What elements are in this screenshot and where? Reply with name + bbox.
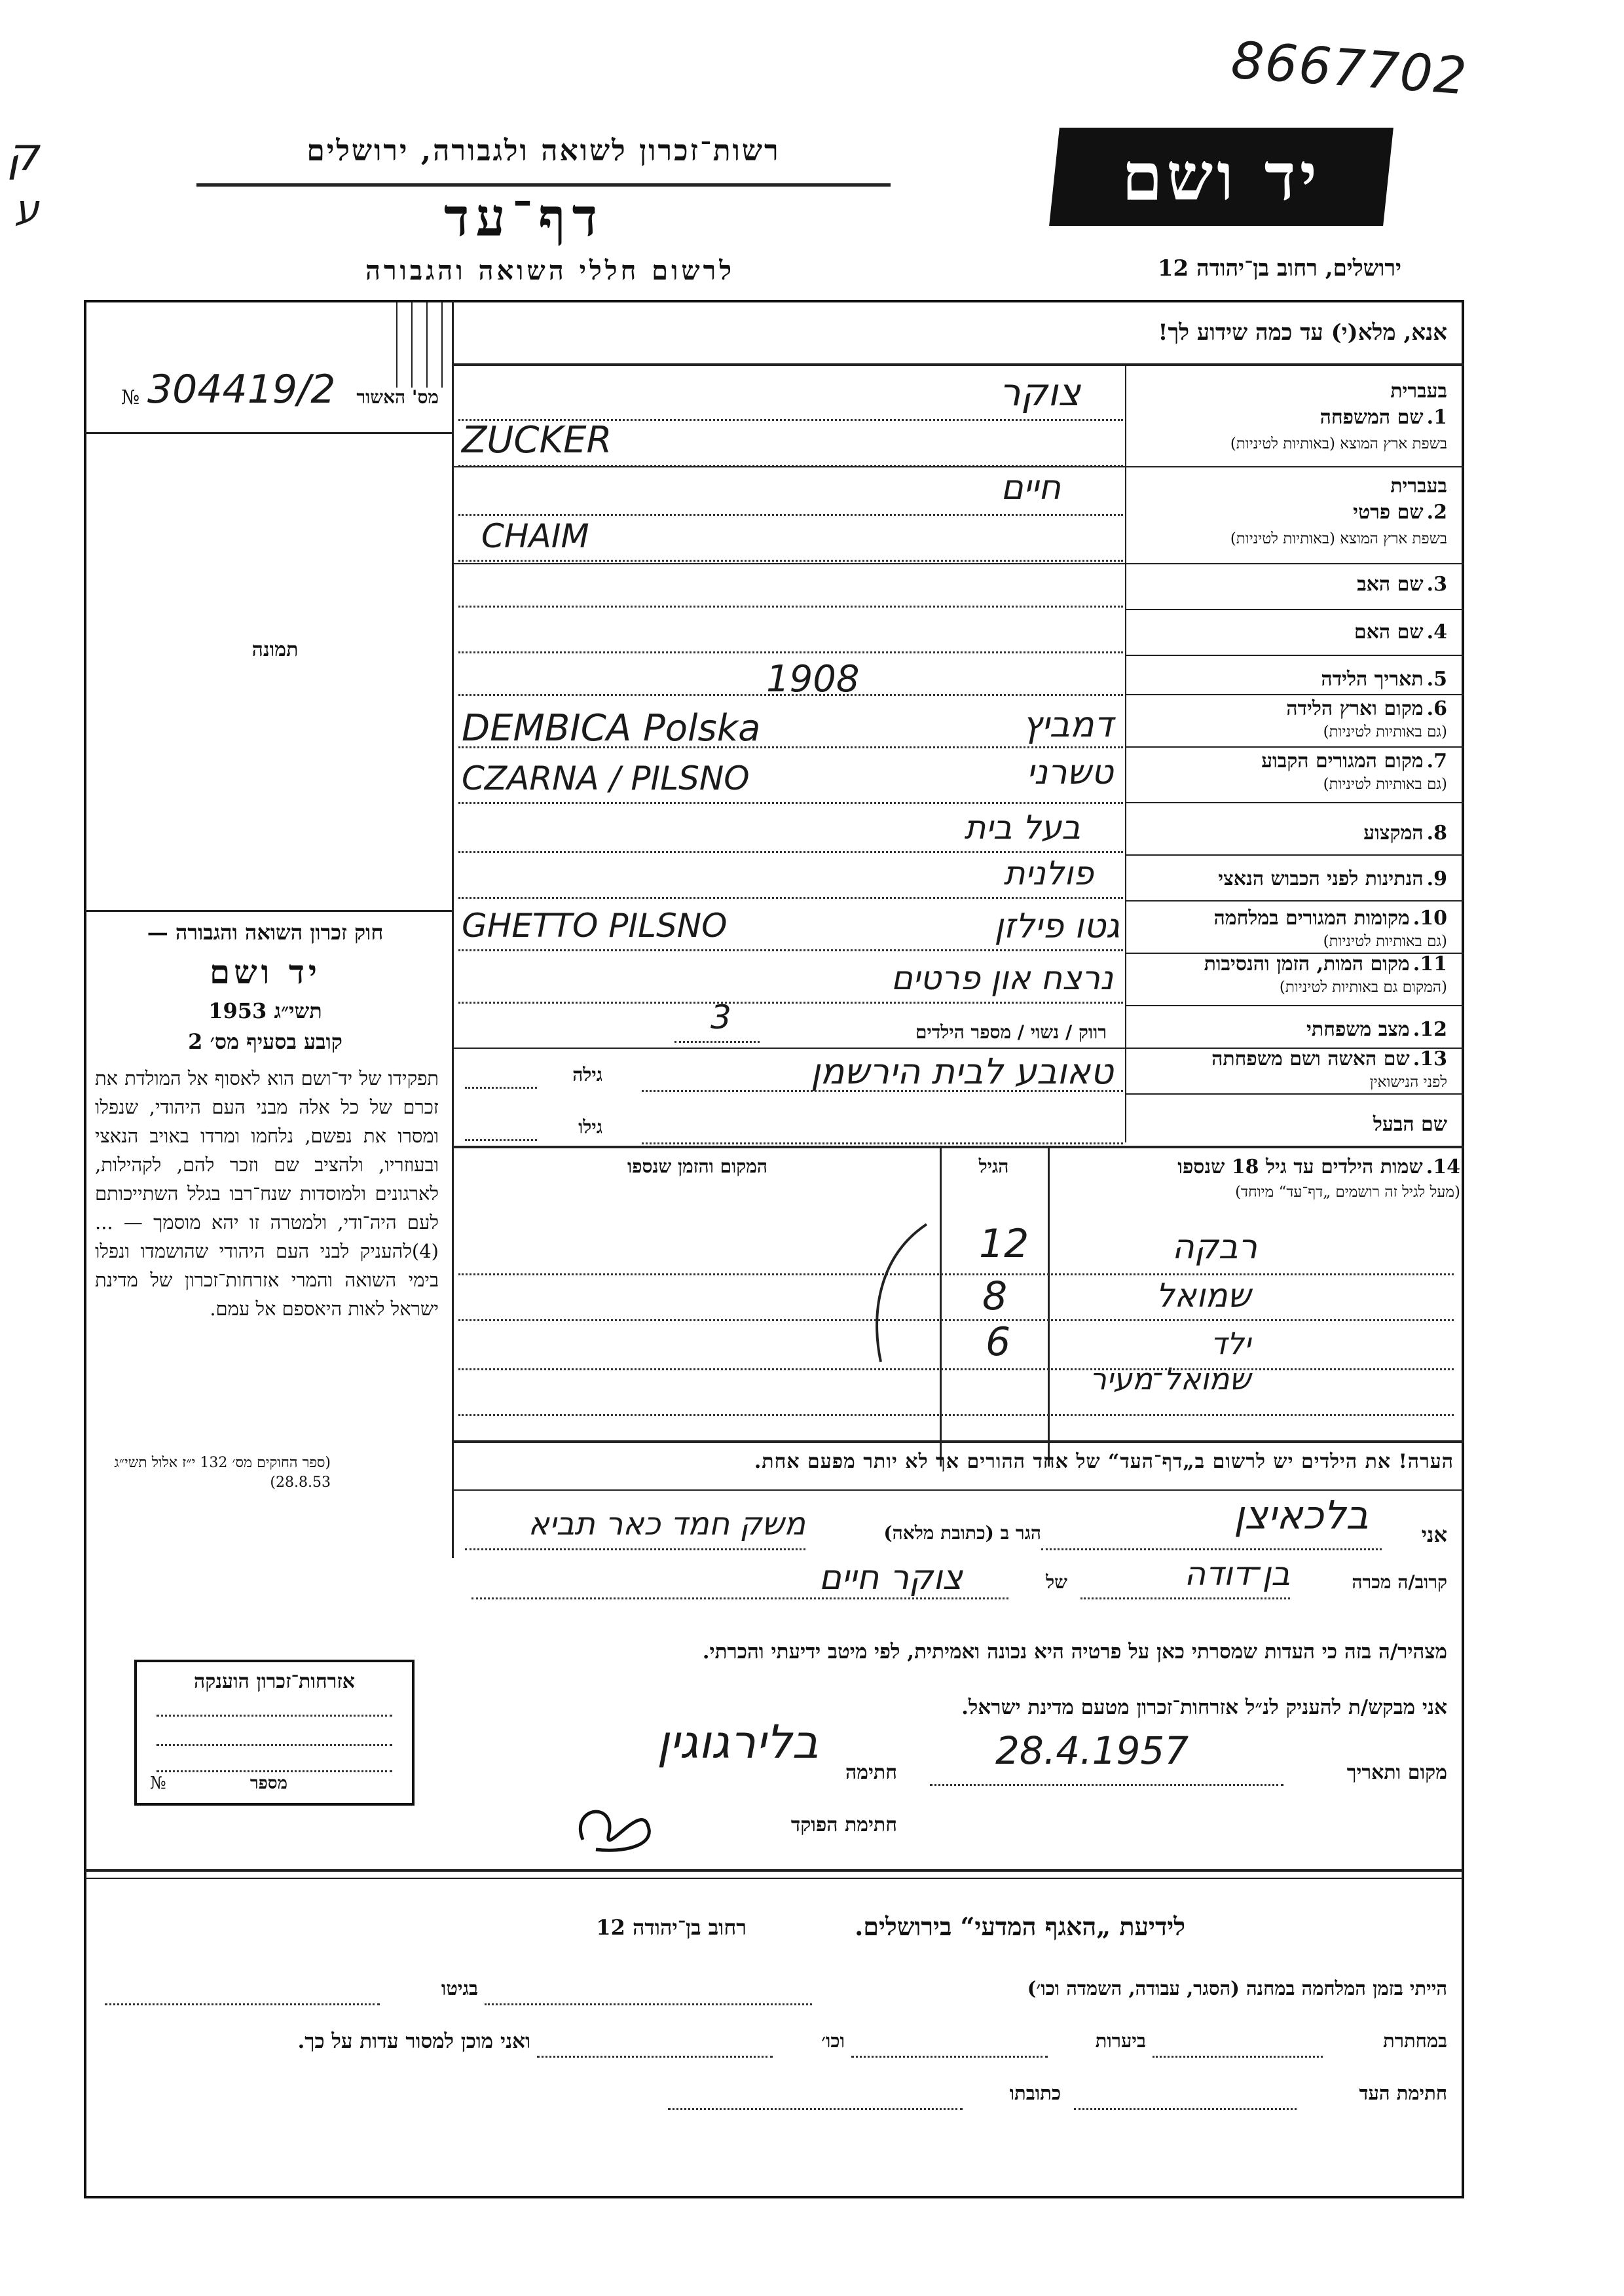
citizenship-number-label: מספר: [249, 1774, 287, 1793]
value-wartime-residence-hebrew[interactable]: גטו פילזן: [994, 907, 1120, 946]
signature-label: חתימה: [845, 1761, 897, 1784]
value-death-place[interactable]: נרצח און פרטים: [891, 959, 1113, 997]
law-body: תפקידו של יד־ושם הוא לאסוף אל המולדת את זכרם של כל אלה מבני העם היהודי, שנפלו ומסרו את נפשם, נלחמו ומרדו באויב הנאצי ובעוזריו, ולהציב שם וזכר להם, לקהילות, לארגונים ולמוסדות שנח־רבו בגלל השתייכותם לעם היה־ודי, ולמטרה זו יהא מוסמך — ...(4)להעניק לבני העם היהודי שהושמדו ונפלו בימי השואה והמרי אזרחות־זכרון של מדינת ישראל לאות היאספם אל עמם.: [95, 1067, 439, 1320]
row-label-birth-place: מקום וארץ הלידה: [1286, 697, 1424, 720]
row-label-mother-name: שם האם: [1354, 621, 1424, 644]
official-signature-label: חתימת הפוקד: [790, 1813, 897, 1836]
row-label-residence: מקום המגורים הקבוע: [1261, 750, 1424, 773]
citizenship-request: אני מבקש/ת להעניק לנ״ל אזרחות־זכרון מטעם מדינת ישראל.: [961, 1696, 1447, 1719]
footer-camp-label: הייתי בזמן המלחמה במחנה (הסגר, עבודה, השמדה וכו׳): [1027, 1977, 1447, 1999]
row-number: 10.: [1412, 907, 1447, 930]
row-label-birth-date: תאריך הלידה: [1321, 668, 1424, 691]
row-sub: (המקום גם באותיות לטיניות): [1279, 979, 1447, 996]
footer-underground-label: במחתרת: [1383, 2030, 1447, 2052]
row-label-first-name: שם פרטי: [1353, 501, 1424, 524]
value-citizenship[interactable]: פולנית: [1003, 854, 1094, 892]
law-citation: (ספר החוקים מס׳ 132 י״ז אלול תשי״ג 28.8.53): [114, 1455, 331, 1491]
address: ירושלים, רחוב בן־יהודה 12: [1157, 255, 1401, 282]
children-age-header: הגיל: [978, 1156, 1009, 1177]
official-signature-mark[interactable]: [557, 1787, 688, 1866]
row-number: 14.: [1426, 1156, 1460, 1178]
children-note: הערה! את הילדים יש לרשום ב„דף־העד“ של אחד ההורים אך לא יותר מפעם אחת.: [754, 1450, 1454, 1473]
law-year: תשי״ג 1953: [208, 998, 322, 1023]
form-title: דף־עד: [443, 187, 604, 248]
child-age[interactable]: 8: [982, 1273, 1008, 1319]
value-birth-date[interactable]: 1908: [766, 658, 860, 701]
row-sub: (גם באותיות לטיניות): [1323, 776, 1447, 793]
row-number: 8.: [1426, 822, 1447, 845]
row-sub: (גם באותיות לטיניות): [1323, 723, 1447, 740]
value-birth-place-hebrew[interactable]: דמביץ: [1022, 704, 1113, 745]
children-label: שמות הילדים עד גיל 18 שנספו: [1177, 1156, 1423, 1178]
value-relation[interactable]: בן־דודה: [1184, 1555, 1290, 1593]
row-number: 7.: [1426, 750, 1447, 773]
approval-value: 304419/2: [147, 367, 336, 412]
value-children-count[interactable]: 3: [710, 998, 731, 1036]
declaration-statement: מצהיר/ה בזה כי העדות שמסרתי כאן על פרטיה היא נכונה ואמיתית, לפי מיטב ידיעתי והכרתי.: [702, 1640, 1447, 1664]
yad-vashem-logo: [1049, 128, 1393, 226]
value-family-name-latin[interactable]: ZUCKER: [462, 419, 612, 462]
value-declarant-name[interactable]: בלכאיצן: [1234, 1493, 1369, 1539]
row-sub: (גם באותיות לטיניות): [1323, 933, 1447, 950]
child-name[interactable]: שמואל: [1156, 1277, 1251, 1315]
child-age[interactable]: 12: [979, 1221, 1029, 1267]
citizenship-box: [134, 1660, 415, 1806]
value-first-name-hebrew[interactable]: חיים: [1001, 468, 1061, 507]
row-label-death-place: מקום המות, הזמן והנסיבות: [1204, 953, 1410, 975]
value-residence-hebrew[interactable]: טשרני: [1026, 753, 1113, 792]
relation-label: קרוב/ה מכרה: [1352, 1571, 1447, 1593]
row-number: 13.: [1412, 1048, 1447, 1070]
row-number: 4.: [1426, 621, 1447, 644]
authority-name: רשות־זכרון לשואה ולגבורה, ירושלים: [306, 134, 781, 168]
value-first-name-latin[interactable]: CHAIM: [481, 517, 589, 555]
children-sub: (מעל לגיל זה רושמים „דף־עד“ מיוחד): [1235, 1184, 1460, 1201]
footer-witness-signature-label: חתימת העד: [1359, 2082, 1447, 2104]
value-date[interactable]: 28.4.1957: [995, 1728, 1189, 1773]
value-occupation[interactable]: בעל בית: [964, 809, 1080, 847]
husband-age-label: גילו: [578, 1116, 602, 1138]
form-prompt: אנא, מלא(י) עד כמה שידוע לך!: [1158, 319, 1447, 346]
row-number: 12.: [1412, 1018, 1447, 1041]
footer-etc-label: וכו׳: [821, 2030, 845, 2052]
photo-label: תמונה: [251, 638, 299, 661]
row-label-father-name: שם האב: [1357, 573, 1424, 596]
child-name[interactable]: ילד שמואל־מעיר: [1089, 1326, 1251, 1396]
of-label: של: [1046, 1571, 1067, 1593]
row-number: 5.: [1426, 668, 1447, 691]
footer-address: רחוב בן־יהודה 12: [596, 1915, 747, 1940]
law-name: יד ושם: [210, 953, 321, 991]
footer-ghetto-label: בגיטו: [441, 1977, 478, 1999]
row-label-family-name: שם המשפחה: [1320, 406, 1424, 429]
row-number: 9.: [1426, 867, 1447, 890]
value-victim-reference[interactable]: צוקר חיים: [819, 1558, 963, 1597]
serial-number: 8667702: [1229, 31, 1470, 107]
value-signature[interactable]: בלירגוגין: [657, 1715, 819, 1769]
row-label-citizenship: הנתינות לפני הכבוש הנאצי: [1218, 867, 1424, 890]
margin-mark: ע: [14, 187, 39, 232]
row-sub: בשפת ארץ המוצא (באותיות לטיניות): [1230, 530, 1447, 547]
value-residence-latin[interactable]: CZARNA / PILSNO: [462, 759, 750, 797]
law-section: קובע בסעיף מס׳ 2: [188, 1029, 342, 1054]
approval-label: מס' האשור: [356, 386, 439, 408]
row-tag-hebrew: בעברית: [1390, 380, 1447, 403]
footer-title: לידיעת „האגף המדעי“ בירושלים.: [855, 1912, 1185, 1941]
footer-forests-label: ביערות: [1095, 2030, 1146, 2052]
row-number: 11.: [1412, 953, 1447, 975]
row-number: 2.: [1426, 501, 1447, 524]
footer-testimony-label: ואני מוכן למסור עדות על כך.: [297, 2030, 530, 2053]
logo-text: יד ושם: [1122, 138, 1321, 215]
value-wife-name[interactable]: טאובע לבית הירשמן: [810, 1051, 1113, 1092]
value-birth-place-latin[interactable]: DEMBICA Polska: [462, 707, 761, 750]
marital-status-options: רווק / נשוי / מספר הילדים: [915, 1021, 1107, 1043]
value-family-name-hebrew[interactable]: צוקר: [999, 370, 1080, 414]
wife-age-label: גילה: [572, 1064, 602, 1085]
citizenship-box-title: אזרחות־זכרון הוענקה: [193, 1670, 356, 1693]
value-wartime-residence-latin[interactable]: GHETTO PILSNO: [462, 907, 728, 945]
row-sub: בשפת ארץ המוצא (באותיות לטיניות): [1230, 435, 1447, 452]
address-label: הגר ב (כתובת מלאה): [883, 1522, 1041, 1544]
child-age[interactable]: 6: [986, 1319, 1011, 1365]
citizenship-number-mark: №: [150, 1774, 166, 1793]
row-label-occupation: המקצוע: [1363, 822, 1424, 845]
place-date-label: מקום ותאריך: [1346, 1761, 1447, 1784]
margin-mark: ק: [7, 128, 39, 181]
children-place-header: המקום והזמן שנספו: [627, 1156, 767, 1177]
row-number: 6.: [1426, 697, 1447, 720]
row-label-wartime-residence: מקומות המגורים במלחמה: [1213, 907, 1410, 930]
children-place-bracket: [864, 1218, 943, 1375]
row-label-husband-name: שם הבעל: [1373, 1113, 1447, 1136]
row-number: 1.: [1426, 406, 1447, 429]
row-sub: לפני הנישואין: [1369, 1074, 1447, 1091]
approval-no-mark: №: [121, 386, 140, 409]
row-tag-hebrew: בעברית: [1390, 475, 1447, 498]
row-label-marital-status: מצב משפחתי: [1306, 1018, 1410, 1041]
declarant-label: אני: [1421, 1522, 1447, 1547]
form-subtitle: לרשום חללי השואה והגבורה: [365, 255, 735, 286]
footer-address-label: כתובתו: [1009, 2082, 1061, 2104]
value-declarant-address[interactable]: משק חמד כאר תביא: [528, 1506, 805, 1542]
law-title: חוק זכרון השואה והגבורה —: [147, 920, 384, 945]
row-label-wife-name: שם האשה ושם משפחתה: [1211, 1048, 1410, 1070]
row-number: 3.: [1426, 573, 1447, 596]
child-name[interactable]: רבקה: [1172, 1228, 1257, 1267]
